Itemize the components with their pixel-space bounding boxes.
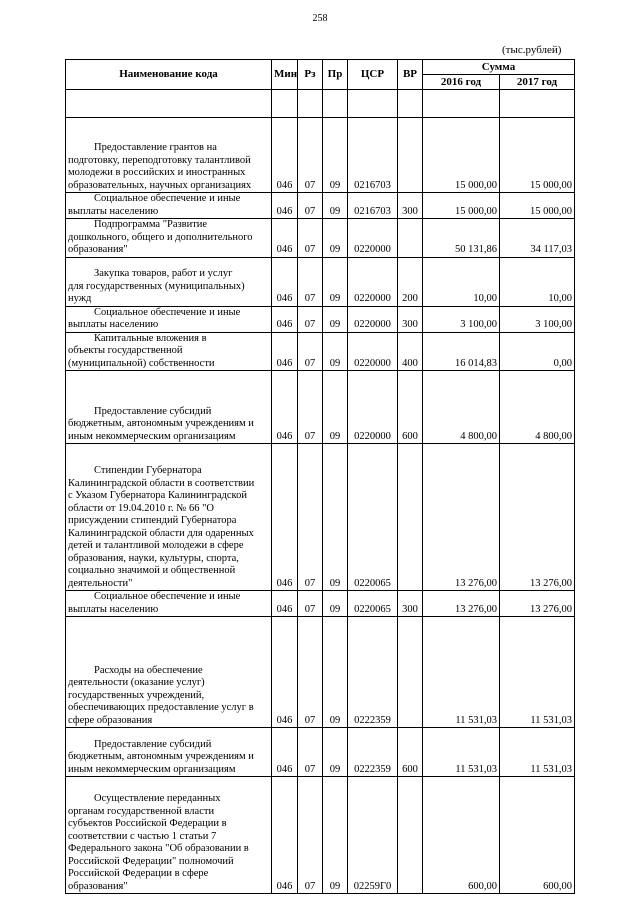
name-line: детей и талантливой молодежи в сфере: [68, 540, 244, 551]
cell-rz: 07: [298, 118, 323, 193]
cell-min: 046: [272, 777, 298, 894]
name-line: Социальное обеспечение и иные: [94, 193, 241, 204]
name-line: деятельности (оказание услуг): [68, 677, 205, 688]
cell-csr: 0222359: [348, 617, 398, 728]
name-line: Калининградской области для одаренных: [68, 527, 254, 539]
cell-csr: 0220000: [348, 219, 398, 258]
name-line: подготовку, переподготовку талантливой: [68, 154, 251, 166]
name-line: Предоставление субсидий: [94, 738, 212, 750]
header-sum: Сумма: [423, 60, 575, 75]
cell-vr: 300: [398, 193, 423, 219]
name-line: субъектов Российской Федерации в: [68, 818, 227, 829]
cell-y2016: 3 100,00: [423, 306, 500, 332]
row-name: [66, 118, 272, 193]
name-line: Предоставление грантов на: [94, 142, 217, 153]
name-line: выплаты населению: [68, 603, 159, 615]
cell-min: 046: [272, 728, 298, 777]
cell-csr: 0216703: [348, 193, 398, 219]
cell-vr: [398, 118, 423, 193]
header-rz: Рз: [298, 60, 323, 90]
name-line: для государственных (муниципальных): [68, 280, 245, 292]
table-row: [66, 219, 575, 258]
cell-rz: 07: [298, 777, 323, 894]
cell-y2016: 15 000,00: [423, 118, 500, 193]
table-row: [66, 118, 575, 193]
cell-vr: [398, 777, 423, 894]
name-line: Калининградской области в соответствии: [68, 477, 255, 489]
name-line: с Указом Губернатора Калининградской: [68, 490, 247, 501]
name-line: деятельности": [68, 577, 133, 589]
row-name: [66, 591, 272, 617]
cell-y2017: 0,00: [500, 332, 575, 371]
header-name: Наименование кода: [66, 60, 272, 90]
cell-pr: 09: [323, 193, 348, 219]
table-row: [66, 332, 575, 371]
cell-csr: 0220000: [348, 257, 398, 306]
name-line: Российской Федерации" полномочий: [68, 855, 234, 867]
cell-rz: 07: [298, 371, 323, 444]
cell-vr: 600: [398, 371, 423, 444]
name-line: Российской Федерации в сфере: [68, 868, 209, 879]
cell-pr: 09: [323, 118, 348, 193]
name-line: Осуществление переданных: [94, 793, 221, 804]
name-line: Закупка товаров, работ и услуг: [94, 268, 233, 279]
cell-min: 046: [272, 617, 298, 728]
name-line: образования": [68, 880, 128, 892]
cell-y2017: 13 276,00: [500, 444, 575, 591]
cell-vr: 400: [398, 332, 423, 371]
name-line: иным некоммерческим организациям: [68, 430, 236, 442]
cell-y2016: 600,00: [423, 777, 500, 894]
table-row: [66, 444, 575, 591]
name-line: объекты государственной: [68, 345, 183, 356]
units-label: (тыс.рублей): [502, 44, 562, 56]
cell-pr: 09: [323, 219, 348, 258]
cell-pr: 09: [323, 617, 348, 728]
cell-y2016: 10,00: [423, 257, 500, 306]
cell-pr: 09: [323, 728, 348, 777]
cell-y2016: 15 000,00: [423, 193, 500, 219]
cell-min: 046: [272, 591, 298, 617]
cell-csr: 0220000: [348, 306, 398, 332]
cell-rz: 07: [298, 444, 323, 591]
cell-vr: 600: [398, 728, 423, 777]
cell-y2017: 11 531,03: [500, 728, 575, 777]
cell-csr: 0220065: [348, 444, 398, 591]
cell-y2017: 34 117,03: [500, 219, 575, 258]
cell-min: 046: [272, 219, 298, 258]
name-line: области от 19.04.2010 г. № 66 "О: [68, 502, 214, 514]
cell-vr: [398, 617, 423, 728]
header-min: Мин: [272, 60, 298, 90]
name-line: Федерального закона "Об образовании в: [68, 843, 249, 854]
name-line: Расходы на обеспечение: [94, 664, 203, 676]
row-name: [66, 193, 272, 219]
cell-rz: 07: [298, 219, 323, 258]
name-line: государственных учреждений,: [68, 689, 205, 701]
name-line: образования, науки, культуры, спорта,: [68, 552, 239, 564]
header-2016: 2016 год: [423, 75, 500, 90]
name-line: Подпрограмма "Развитие: [94, 219, 208, 230]
row-name: [66, 777, 272, 894]
cell-pr: 09: [323, 257, 348, 306]
cell-rz: 07: [298, 617, 323, 728]
table-row: [66, 193, 575, 219]
table-row: [66, 728, 575, 777]
cell-pr: 09: [323, 591, 348, 617]
table-row: [66, 306, 575, 332]
cell-vr: [398, 219, 423, 258]
cell-min: 046: [272, 306, 298, 332]
cell-rz: 07: [298, 591, 323, 617]
cell-y2017: 3 100,00: [500, 306, 575, 332]
cell-vr: 300: [398, 591, 423, 617]
name-line: Капитальные вложения в: [94, 332, 207, 344]
cell-pr: 09: [323, 444, 348, 591]
name-line: сфере образования: [68, 714, 153, 726]
cell-y2016: 13 276,00: [423, 444, 500, 591]
page-number: 258: [312, 13, 328, 24]
cell-rz: 07: [298, 728, 323, 777]
row-name: [66, 332, 272, 371]
cell-csr: 0220000: [348, 332, 398, 371]
row-name: [66, 617, 272, 728]
cell-min: 046: [272, 118, 298, 193]
name-line: бюджетным, автономным учреждениям и: [68, 418, 254, 429]
cell-pr: 09: [323, 371, 348, 444]
name-line: выплаты населению: [68, 319, 159, 330]
cell-csr: 0220000: [348, 371, 398, 444]
cell-csr: 02259Г0: [348, 777, 398, 894]
cell-csr: 0216703: [348, 118, 398, 193]
name-line: иным некоммерческим организациям: [68, 763, 236, 775]
cell-rz: 07: [298, 306, 323, 332]
cell-vr: 300: [398, 306, 423, 332]
cell-y2017: 15 000,00: [500, 118, 575, 193]
name-line: органам государственной власти: [68, 805, 215, 817]
row-name: [66, 371, 272, 444]
cell-min: 046: [272, 332, 298, 371]
name-line: присуждении стипендий Губернатора: [68, 515, 237, 526]
cell-csr: 0222359: [348, 728, 398, 777]
cell-y2017: 13 276,00: [500, 591, 575, 617]
cell-min: 046: [272, 193, 298, 219]
table-row: [66, 257, 575, 306]
name-line: Социальное обеспечение и иные: [94, 591, 241, 602]
name-line: выплаты населению: [68, 205, 159, 217]
row-name: [66, 219, 272, 258]
cell-rz: 07: [298, 332, 323, 371]
table-row: [66, 591, 575, 617]
cell-pr: 09: [323, 332, 348, 371]
cell-pr: 09: [323, 306, 348, 332]
row-name: [66, 257, 272, 306]
table-row: [66, 777, 575, 894]
spacer-row: [66, 90, 575, 118]
name-line: Предоставление субсидий: [94, 405, 212, 417]
cell-y2017: 4 800,00: [500, 371, 575, 444]
cell-vr: 200: [398, 257, 423, 306]
header-vr: ВР: [398, 60, 423, 90]
header-csr: ЦСР: [348, 60, 398, 90]
row-name: [66, 444, 272, 591]
name-line: бюджетным, автономным учреждениям и: [68, 751, 254, 762]
name-line: социально значимой и общественной: [68, 565, 236, 576]
row-name: [66, 728, 272, 777]
cell-y2016: 50 131,86: [423, 219, 500, 258]
cell-min: 046: [272, 444, 298, 591]
cell-y2017: 600,00: [500, 777, 575, 894]
name-line: молодежи в российских и иностранных: [68, 167, 246, 178]
cell-y2016: 4 800,00: [423, 371, 500, 444]
table-row: [66, 371, 575, 444]
name-line: (муниципальной) собственности: [68, 357, 215, 369]
cell-min: 046: [272, 371, 298, 444]
cell-vr: [398, 444, 423, 591]
row-name: [66, 306, 272, 332]
table-body: [66, 90, 575, 894]
name-line: обеспечивающих предоставление услуг в: [68, 702, 254, 713]
name-line: соответствии с частью 1 статьи 7: [68, 830, 217, 842]
budget-table: [65, 59, 575, 894]
cell-y2017: 10,00: [500, 257, 575, 306]
name-line: образовательных, научных организациях: [68, 179, 252, 191]
cell-y2016: 13 276,00: [423, 591, 500, 617]
cell-rz: 07: [298, 257, 323, 306]
name-line: Стипендии Губернатора: [94, 465, 202, 476]
cell-y2017: 15 000,00: [500, 193, 575, 219]
table-row: [66, 617, 575, 728]
header-2017: 2017 год: [500, 75, 575, 90]
name-line: нужд: [68, 293, 92, 304]
name-line: образования": [68, 244, 128, 255]
cell-y2016: 11 531,03: [423, 728, 500, 777]
cell-y2017: 11 531,03: [500, 617, 575, 728]
name-line: дошкольного, общего и дополнительного: [68, 231, 253, 243]
cell-y2016: 11 531,03: [423, 617, 500, 728]
name-line: Социальное обеспечение и иные: [94, 306, 241, 318]
cell-min: 046: [272, 257, 298, 306]
cell-y2016: 16 014,83: [423, 332, 500, 371]
cell-rz: 07: [298, 193, 323, 219]
cell-pr: 09: [323, 777, 348, 894]
header-pr: Пр: [323, 60, 348, 90]
cell-csr: 0220065: [348, 591, 398, 617]
